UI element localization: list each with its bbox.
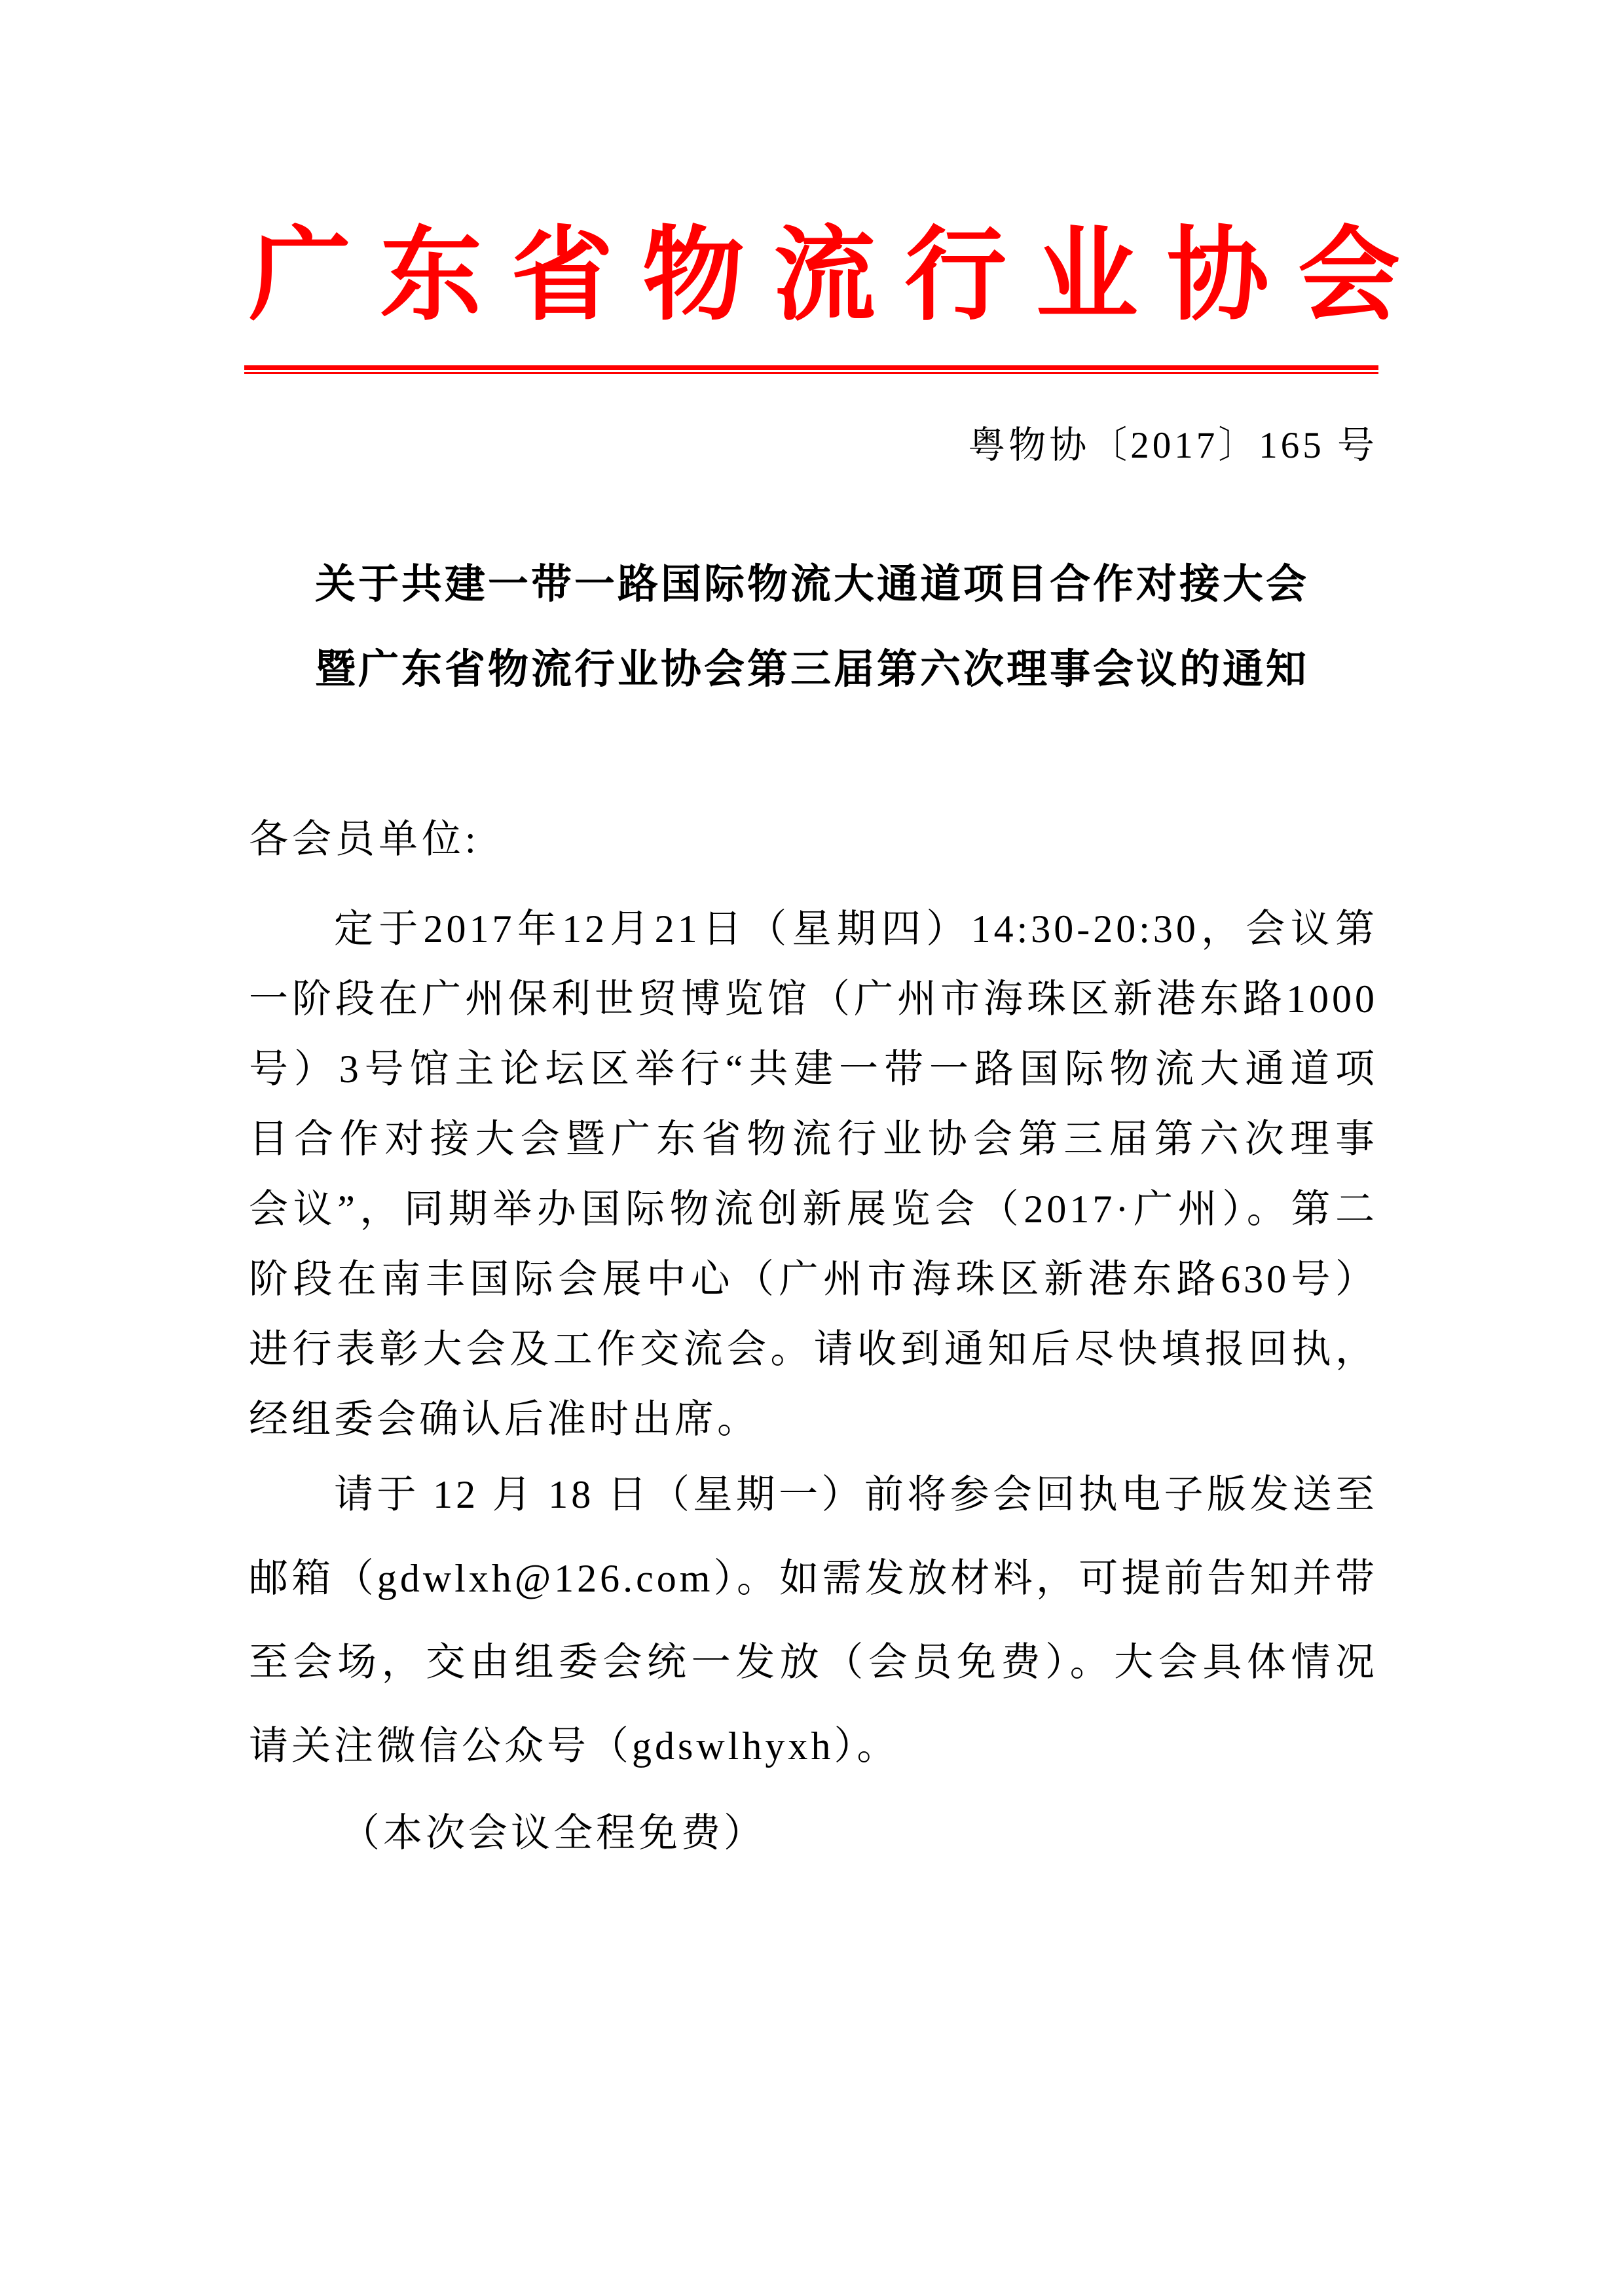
subject-heading-line-1: 关于共建一带一路国际物流大通道项目合作对接大会 — [314, 562, 1309, 607]
association-letterhead-title: 广东省物流行业协会 — [249, 219, 1401, 333]
body-line: 经组委会确认后准时出席。 — [249, 1398, 760, 1441]
letterhead-divider — [244, 365, 1378, 374]
notice-subject-heading — [248, 542, 1376, 712]
body-paragraph-1 — [249, 894, 1378, 1455]
body-line: 进行表彰大会及工作交流会。请收到通知后尽快填报回执， — [249, 1328, 1378, 1371]
body-line: 目合作对接大会暨广东省物流行业协会第三届第六次理事 — [249, 1118, 1378, 1161]
body-line: 请于 12 月 18 日（星期一）前将参会回执电子版发送至 — [334, 1473, 1378, 1516]
subject-heading-line-2: 暨广东省物流行业协会第三届第六次理事会议的通知 — [314, 647, 1309, 692]
body-paragraph-2 — [249, 1453, 1378, 1788]
body-line: 定于2017年12月21日（星期四）14:30-20:30，会议第 — [334, 907, 1378, 951]
document-reference-number: 粤物协〔2017〕165 号 — [968, 425, 1378, 466]
body-line: 会议”，同期举办国际物流创新展览会（2017·广州）。第二 — [249, 1188, 1378, 1231]
body-line: 请关注微信公众号（gdswlhyxh）。 — [249, 1724, 900, 1768]
body-line: 号）3号馆主论坛区举行“共建一带一路国际物流大通道项 — [249, 1048, 1378, 1091]
body-line: 阶段在南丰国际会展中心（广州市海珠区新港东路630号） — [249, 1258, 1378, 1301]
free-of-charge-note: （本次会议全程免费） — [341, 1812, 766, 1855]
body-line: 至会场，交由组委会统一发放（会员免费）。大会具体情况 — [249, 1641, 1378, 1684]
divider-thin-rule — [244, 372, 1378, 374]
divider-thick-rule — [244, 365, 1378, 370]
salutation: 各会员单位: — [249, 818, 480, 861]
body-line: 一阶段在广州保利世贸博览馆（广州市海珠区新港东路1000 — [249, 977, 1378, 1021]
body-line: 邮箱（gdwlxh@126.com）。如需发放材料，可提前告知并带 — [249, 1557, 1378, 1600]
